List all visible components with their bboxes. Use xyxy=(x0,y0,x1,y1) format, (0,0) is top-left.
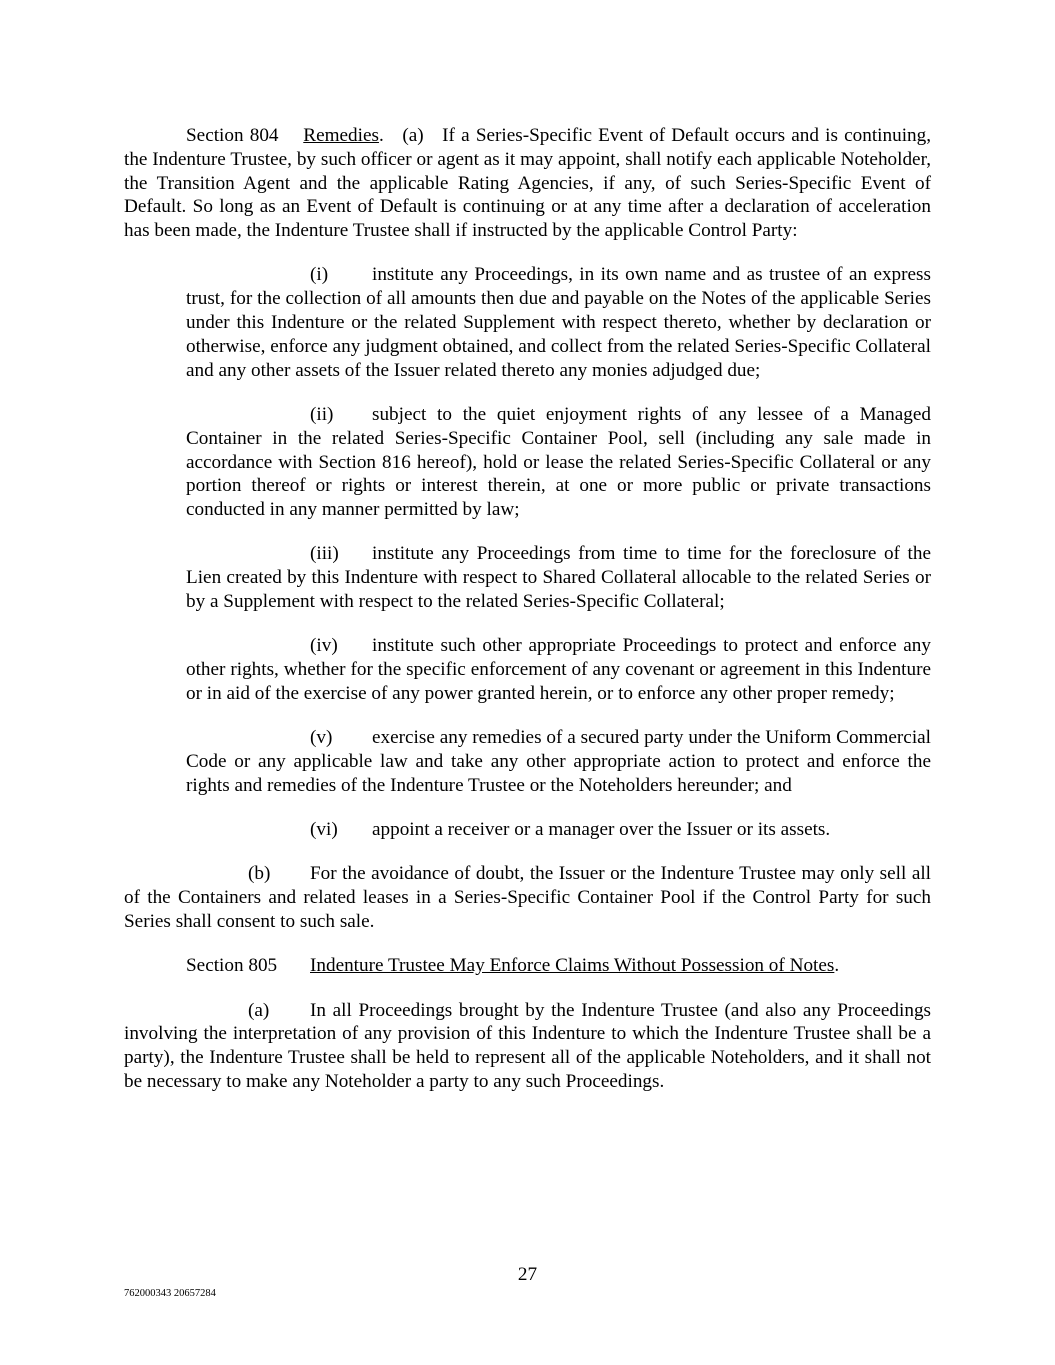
sub-a-text: In all Proceedings brought by the Indenture Trustee (and also any Proceedings involving the interpretation of any provision of this Indenture to which the Indenture Trustee shall be a party), the Indenture Trustee shall be held to represent all of the applicable Noteholders, and it shall not be necessary to make any Noteholder a party to any such Proceedings. xyxy=(124,999,931,1092)
clause-number: (ii) xyxy=(310,403,334,425)
clause-iii xyxy=(186,542,931,613)
section-805-heading: Section 805 Indenture Trustee May Enforce Claims Without Possession of Notes. xyxy=(186,955,840,977)
clause-iv xyxy=(186,634,931,705)
section-804-text: If a Series-Specific Event of Default occurs and is continuing, the Indenture Trustee, by such officer or agent as it may appoint, shall notify each applicable Noteholder, the Transition Agent and the applicable Rating Agencies, if any, of such Series-Specific Event of Default. So long as an Event of Default is continuing or at any time after a declaration of acceleration has been made, the Indenture Trustee shall if instructed by the applicable Control Party: xyxy=(124,125,932,242)
document-id: 762000343 20657284 xyxy=(124,1288,216,1299)
clause-i xyxy=(186,263,931,382)
document-body xyxy=(124,124,931,1114)
clause-text: exercise any remedies of a secured party under the Uniform Commercial Code or any applicable law and take any other appropriate action to protect and enforce the rights and remedies of the Indenture Trustee or the Noteholders hereunder; and xyxy=(186,727,931,796)
section-805-sub-a xyxy=(124,999,931,1094)
clause-number: (vi) xyxy=(310,819,338,841)
clause-text: institute any Proceedings, in its own name and as trustee of an express trust, for the collection of all amounts then due and payable on the Notes of the applicable Series under this Indenture or the related Supplement with respect thereto, whether by declaration or otherwise, enforce any judgment obtained, and collect from the related Series-Specific Collateral and any other assets of the Issuer related thereto any monies adjudged due; xyxy=(186,264,931,381)
clause-vi xyxy=(186,818,931,842)
section-805-label: Section 805 xyxy=(186,955,278,977)
clause-text: appoint a receiver or a manager over the Issuer or its assets. xyxy=(372,819,831,841)
sub-b-text: For the avoidance of doubt, the Issuer or the Indenture Trustee may only sell all of the Containers and related leases in a Series-Specific Container Pool if the Control Party for such Series shall consent to such sale. xyxy=(124,863,931,933)
clause-number: (iii) xyxy=(310,543,339,565)
section-804-label: Section 804 xyxy=(186,125,279,146)
sub-a-number: (a) xyxy=(248,999,270,1021)
section-804-paragraph: Section 804 Remedies. (a) If a Series-Specific Event of Default occurs and is continuing, the Indenture Trustee, by such officer or agent as it may appoint, shall notify each applicable Noteholder, the Transition Agent and the applicable Rating Agencies, if any, of such Series-Specific Event of Default. So long as an Event of Default is continuing or at any time after a declaration of acceleration has been made, the Indenture Trustee shall if instructed by the applicable Control Party: xyxy=(124,125,932,242)
clause-number: (v) xyxy=(310,727,333,749)
section-804-title: Remedies xyxy=(303,125,379,146)
clause-number: (i) xyxy=(310,264,329,286)
clause-text: subject to the quiet enjoyment rights of any lessee of a Managed Container in the related Series-Specific Container Pool, sell (including any sale made in accordance with Section 816 hereof), hold or lease the related Series-Specific Collateral or any portion thereof or rights or interest therein, at one or more public or private transactions conducted in any manner permitted by law; xyxy=(186,403,931,521)
clause-v xyxy=(186,726,931,797)
clause-text: institute such other appropriate Proceedings to protect and enforce any other rights, whether for the specific enforcement of any covenant or agreement in this Indenture or in aid of the exercise of any power granted herein, or to enforce any other proper remedy; xyxy=(186,635,931,704)
section-804-sub-b xyxy=(124,862,931,933)
clause-text: institute any Proceedings from time to time for the foreclosure of the Lien created by this Indenture with respect to Shared Collateral allocable to the related Series or by a Supplement with respect to the related Series-Specific Collateral; xyxy=(186,543,931,613)
clause-ii xyxy=(186,403,931,522)
section-804-sub-a: (a) xyxy=(402,125,424,146)
section-805-title: Indenture Trustee May Enforce Claims Without Possession of Notes xyxy=(310,955,835,977)
sub-b-number: (b) xyxy=(248,863,271,885)
clause-number: (iv) xyxy=(310,635,338,657)
page-number: 27 xyxy=(517,1264,538,1285)
